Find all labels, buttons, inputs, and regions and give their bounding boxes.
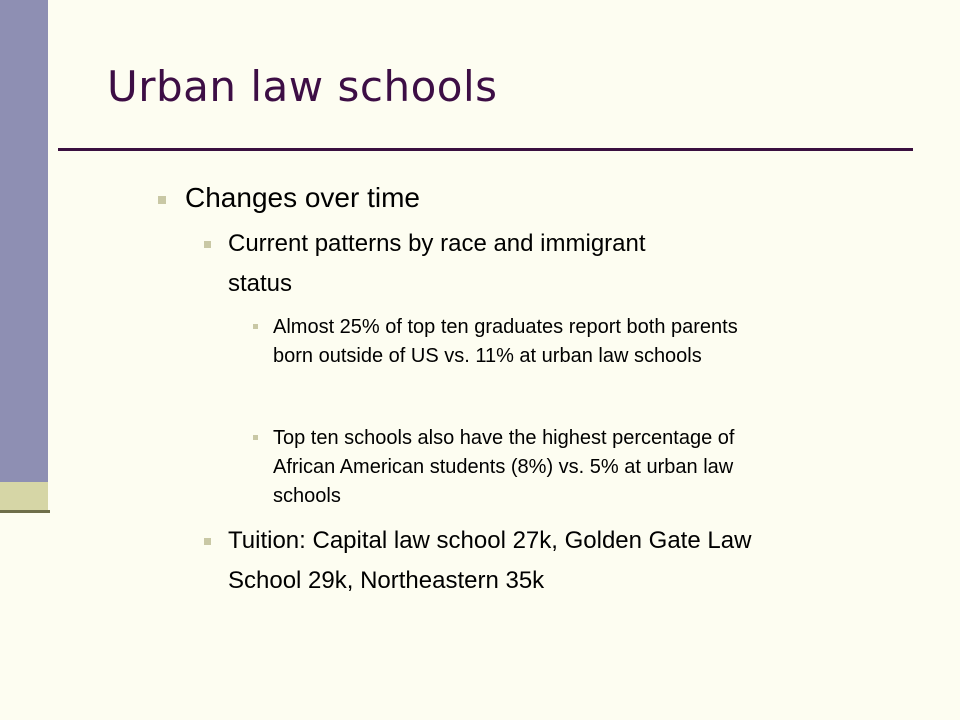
bullet-almost-25-line2: born outside of US vs. 11% at urban law schools xyxy=(273,345,702,367)
bullet-almost-25-line1: Almost 25% of top ten graduates report both parents xyxy=(273,316,738,338)
left-accent-underline xyxy=(0,510,50,513)
bullet-marker-icon xyxy=(158,196,166,204)
bullet-current-patterns-line2: status xyxy=(228,270,293,297)
bullet-marker-icon xyxy=(253,435,258,440)
slide-title: Urban law schools xyxy=(107,62,498,111)
left-accent-bar xyxy=(0,0,48,482)
bullet-marker-icon xyxy=(204,241,211,248)
bullet-top-ten-line3: schools xyxy=(273,485,341,507)
bullet-marker-icon xyxy=(204,538,211,545)
title-divider xyxy=(58,148,913,151)
bullet-tuition-line2: School 29k, Northeastern 35k xyxy=(228,567,545,594)
bullet-marker-icon xyxy=(253,324,258,329)
bullet-current-patterns-line1: Current patterns by race and immigrant xyxy=(228,230,646,257)
left-accent-block xyxy=(0,482,48,512)
bullet-changes-over-time: Changes over time xyxy=(185,182,421,213)
bullet-top-ten-line2: African American students (8%) vs. 5% at urban law xyxy=(273,456,734,478)
bullet-tuition-line1: Tuition: Capital law school 27k, Golden Gate Law xyxy=(228,527,752,554)
bullet-top-ten-line1: Top ten schools also have the highest percentage of xyxy=(273,427,735,449)
